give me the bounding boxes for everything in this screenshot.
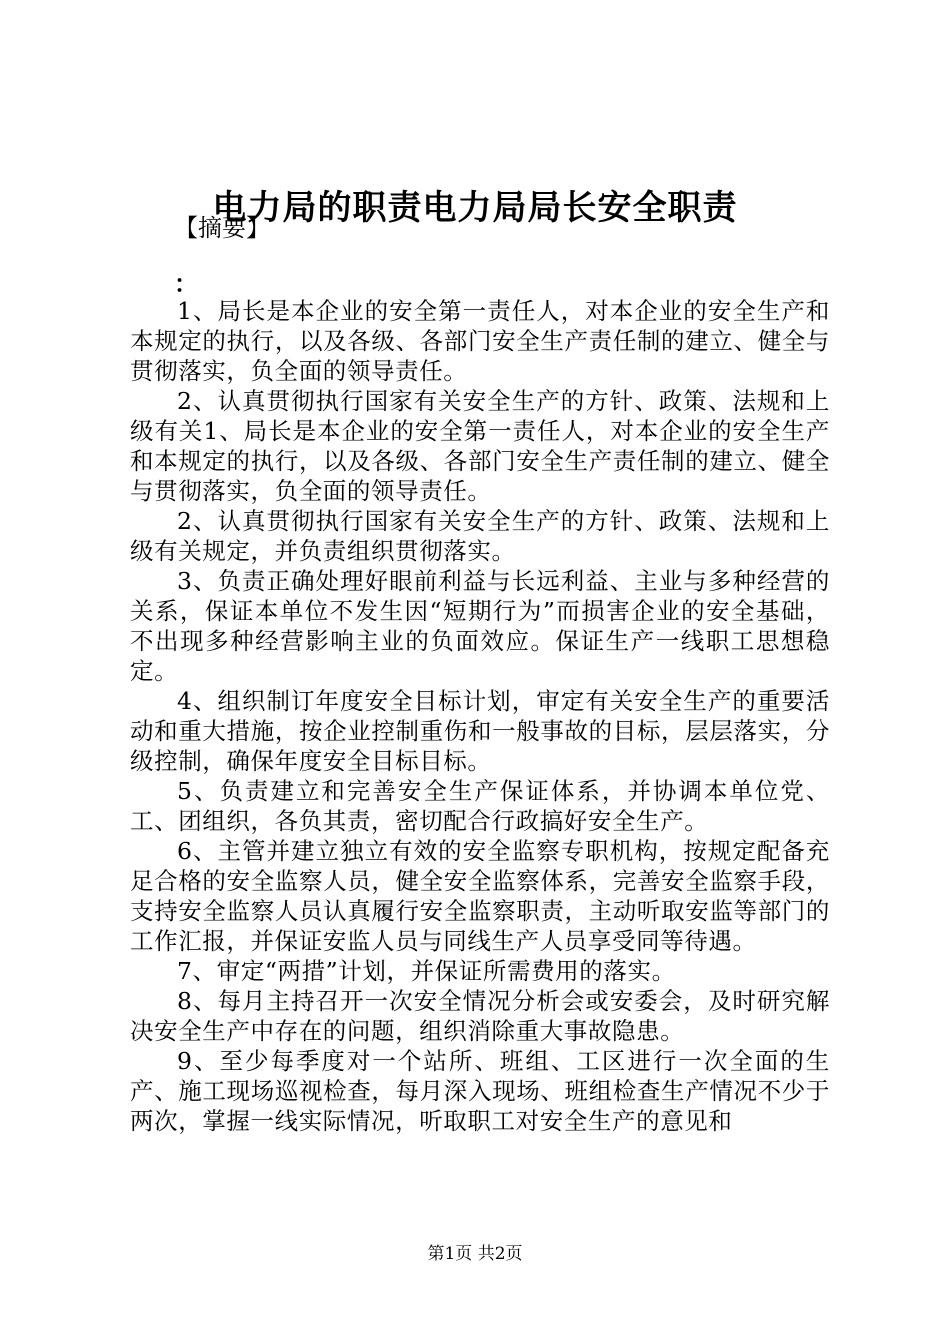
paragraph: 5、负责建立和完善安全生产保证体系，并协调本单位党、工、团组织，各负其责，密切配合行政搞好安全生产。: [130, 777, 830, 835]
paragraph: 2、认真贯彻执行国家有关安全生产的方针、政策、法规和上级有关规定，并负责组织贯彻落实。: [130, 507, 830, 565]
abstract-colon: ：: [174, 269, 198, 298]
paragraph: 3、负责正确处理好眼前利益与长远利益、主业与多种经营的关系，保证本单位不发生因“短期行为”而损害企业的安全基础，不出现多种经营影响主业的负面效应。保证生产一线职工思想稳定。: [130, 567, 830, 685]
document-body: [130, 296, 830, 1136]
paragraph: 2、认真贯彻执行国家有关安全生产的方针、政策、法规和上级有关1、局长是本企业的安全第一责任人，对本企业的安全生产和本规定的执行，以及各级、各部门安全生产责任制的建立、健全与贯彻落实，负全面的领导责任。: [130, 387, 830, 505]
document-title: 电力局的职责电力局局长安全职责: [212, 188, 738, 228]
paragraph: 1、局长是本企业的安全第一责任人，对本企业的安全生产和本规定的执行，以及各级、各部门安全生产责任制的建立、健全与贯彻落实，负全面的领导责任。: [130, 297, 830, 385]
paragraph: 9、至少每季度对一个站所、班组、工区进行一次全面的生产、施工现场巡视检查，每月深入现场、班组检查生产情况不少于两次，掌握一线实际情况，听取职工对安全生产的意见和: [130, 1047, 830, 1135]
paragraph: 4、组织制订年度安全目标计划，审定有关安全生产的重要活动和重大措施，按企业控制重伤和一般事故的目标，层层落实，分级控制，确保年度安全目标目标。: [130, 687, 830, 775]
paragraph: 6、主管并建立独立有效的安全监察专职机构，按规定配备充足合格的安全监察人员，健全安全监察体系，完善安全监察手段，支持安全监察人员认真履行安全监察职责，主动听取安监等部门的工作汇报，并保证安监人员与同线生产人员享受同等待遇。: [130, 837, 830, 955]
page-footer: 第1页 共2页: [427, 1244, 523, 1264]
paragraph: 7、审定“两措”计划，并保证所需费用的落实。: [177, 957, 676, 985]
abstract-label: 【摘要】: [174, 214, 270, 242]
paragraph: 8、每月主持召开一次安全情况分析会或安委会，及时研究解决安全生产中存在的问题，组织消除重大事故隐患。: [130, 987, 830, 1045]
